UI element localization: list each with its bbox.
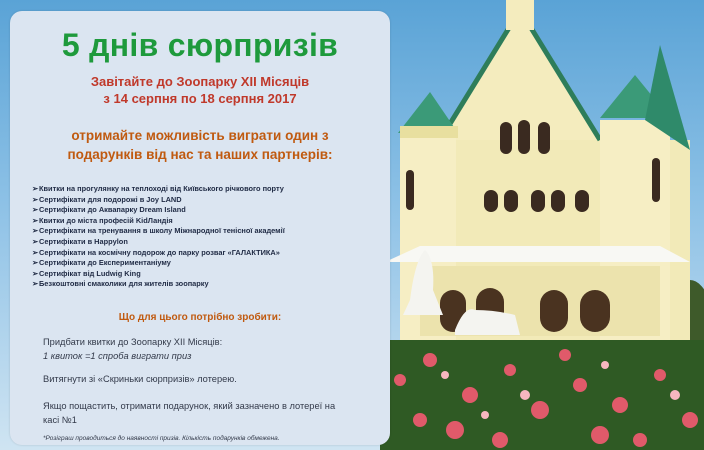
step-3-line-1: Якщо пощастить, отримати подарунок, який зазначено в лотереї на [43,401,336,411]
list-item: ➢Сертифікати до Аквапарку Dream Island [32,205,186,215]
list-item: ➢Сертифікати в Happylon [32,236,128,246]
list-item: ➢Сертифікат від Ludwig King [32,268,141,278]
step-3-line-2: касі №1 [43,415,77,425]
step-2: Витягнути зі «Скриньки сюрпризів» лотерею. [43,374,237,384]
promo-panel [10,11,390,445]
dates-line: з 14 серпня по 18 серпня 2017 [103,91,297,106]
arrow-icon: ➢ [32,215,39,225]
arrow-icon: ➢ [32,236,39,246]
arrow-icon: ➢ [32,184,39,193]
chance-line-1: отримайте можливість виграти один з [71,128,329,143]
arrow-icon: ➢ [32,279,39,289]
arrow-icon: ➢ [32,247,39,257]
list-item: ➢Квитки до міста професій KidЛандія [32,215,173,225]
arrow-icon: ➢ [32,268,39,278]
invite-line: Завітайте до Зоопарку XII Місяців [90,74,310,89]
step-1-note: 1 квиток =1 спроба виграти приз [43,351,192,361]
howto-title: Що для цього потрібно зробити: [118,312,282,323]
prize-list [32,184,372,290]
list-item: ➢Сертифікати на тренування в школу Міжнародної тенісної академії [32,226,285,236]
arrow-icon: ➢ [32,194,39,204]
list-item: ➢Сертифікати до Експериментаніуму [32,258,171,268]
headline: 5 днів сюрпризів [61,27,339,63]
arrow-icon: ➢ [32,205,39,215]
arrow-icon: ➢ [32,258,39,268]
list-item: ➢Сертифікати на космічну подорож до парку розваг «ГАЛАКТИКА» [32,247,280,257]
arrow-icon: ➢ [32,226,39,236]
chance-line-2: подарунків від нас та наших партнерів: [67,147,333,162]
list-item: ➢Квитки на прогулянку на теплоході від Київського річкового порту [32,184,284,193]
step-1: Придбати квитки до Зоопарку XII Місяців: [43,337,223,347]
footnote: *Розіграш проводиться до наявності призів. Кількість подарунків обмежена. [43,435,280,442]
list-item: ➢Безкоштовні смаколики для жителів зоопарку [32,279,209,289]
list-item: ➢Сертифікати для подорожі в Joy LAND [32,194,182,204]
